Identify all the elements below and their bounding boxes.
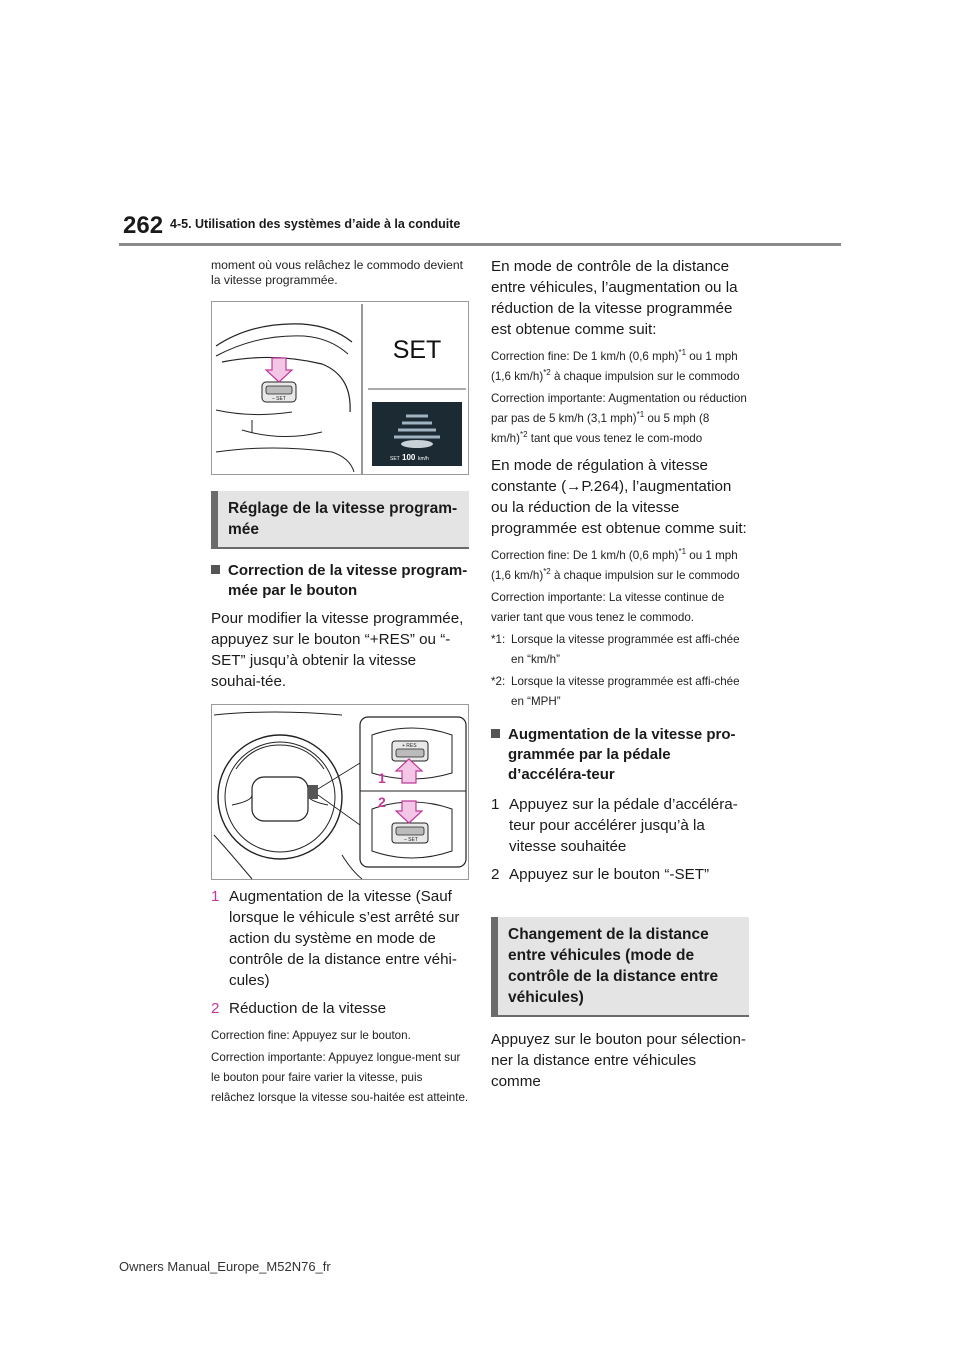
svg-text:1: 1 — [378, 770, 386, 786]
square-bullet-icon — [211, 565, 220, 574]
section-title: 4-5. Utilisation des systèmes d’aide à la conduite — [170, 217, 461, 231]
steps-list-left — [211, 886, 469, 1019]
svg-text:2: 2 — [378, 794, 386, 810]
svg-text:– SET: – SET — [272, 396, 286, 402]
sub-heading-button-correction: Correction de la vitesse program-mée par le bouton — [211, 561, 469, 601]
note-big-constant: Correction importante: La vitesse continue de varier tant que vous tenez le commodo. — [491, 591, 725, 624]
square-bullet-icon — [491, 729, 500, 738]
note-big-distance: Correction importante: Augmentation ou réduction par pas de 5 km/h (3,1 mph)$^{*1}$ ou 5 mph (8 km/h)$^{*2}$ tant que vous tenez le com-modo — [491, 392, 747, 445]
page-footer: Owners Manual_Europe_M52N76_fr — [119, 1259, 331, 1274]
svg-text:km/h: km/h — [418, 456, 429, 462]
left-column — [211, 256, 469, 1108]
footnote-2: *2: Lorsque la vitesse programmée est affi-chée en “MPH” — [491, 675, 740, 708]
sub-heading-accelerator: Augmentation de la vitesse pro-grammée par la pédale d’accéléra-teur — [491, 725, 749, 785]
paragraph-constant-speed: En mode de régulation à vitesse constante (→P.264), l’augmentation ou la réduction de la vitesse programmée est obtenue comme suit: — [491, 457, 747, 537]
steps-list-right — [491, 794, 749, 885]
svg-text:– SET: – SET — [404, 837, 418, 843]
figure-steering-switch — [211, 704, 469, 880]
footnote-1: *1: Lorsque la vitesse programmée est affi-chée en “km/h” — [491, 633, 740, 666]
step-item: 2 Réduction de la vitesse — [211, 1000, 387, 1017]
svg-text:100: 100 — [402, 453, 416, 462]
svg-text:SET: SET — [390, 456, 400, 462]
note-big: Correction importante: Appuyez longue-ment sur le bouton pour faire varier la vitesse, puis relâchez lorsque la vitesse sou-haitée est atteinte. — [211, 1051, 469, 1104]
intro-text: moment où vous relâchez le commodo devient la vitesse programmée. — [211, 258, 464, 287]
set-switch-illustration — [212, 302, 470, 476]
step-item: 1 Appuyez sur la pédale d’accéléra-teur pour accélérer jusqu’à la vitesse souhaitée — [491, 796, 738, 855]
step-item: 2 Appuyez sur le bouton “-SET” — [491, 866, 710, 883]
figure-set-switch — [211, 301, 469, 475]
svg-text:SET: SET — [392, 336, 442, 364]
right-column — [491, 256, 749, 1092]
steering-wheel-illustration — [212, 705, 470, 881]
paragraph-button: Pour modifier la vitesse programmée, appuyez sur le bouton “+RES” ou “-SET” jusqu’à obtenir la vitesse souhai-tée. — [211, 610, 464, 690]
svg-text:+ RES: + RES — [402, 743, 417, 749]
page-header — [119, 0, 841, 246]
page-number: 262 — [123, 212, 164, 239]
paragraph-distance-button: Appuyez sur le bouton pour sélection-ner la distance entre véhicules comme — [491, 1031, 746, 1090]
paragraph-distance-mode: En mode de contrôle de la distance entre véhicules, l’augmentation ou la réduction de la vitesse programmée est obtenue comme suit: — [491, 258, 738, 338]
header-rule — [119, 243, 841, 246]
note-fine-distance: Correction fine: De 1 km/h (0,6 mph)$^{*1}$ ou 1 mph (1,6 km/h)$^{*2}$ à chaque impulsion sur le commodo — [491, 348, 740, 383]
note-fine: Correction fine: Appuyez sur le bouton. — [211, 1029, 411, 1042]
step-item: 1 Augmentation de la vitesse (Sauf lorsque le véhicule s’est arrêté sur action du système en mode de contrôle de la distance entre véhi-cules) — [211, 888, 460, 989]
heading-distance-change: Changement de la distance entre véhicules (mode de contrôle de la distance entre véhicules) — [491, 917, 749, 1017]
heading-speed-setting: Réglage de la vitesse program-mée — [211, 491, 469, 549]
note-fine-constant: Correction fine: De 1 km/h (0,6 mph)$^{*1}$ ou 1 mph (1,6 km/h)$^{*2}$ à chaque impulsion sur le commodo — [491, 547, 740, 582]
